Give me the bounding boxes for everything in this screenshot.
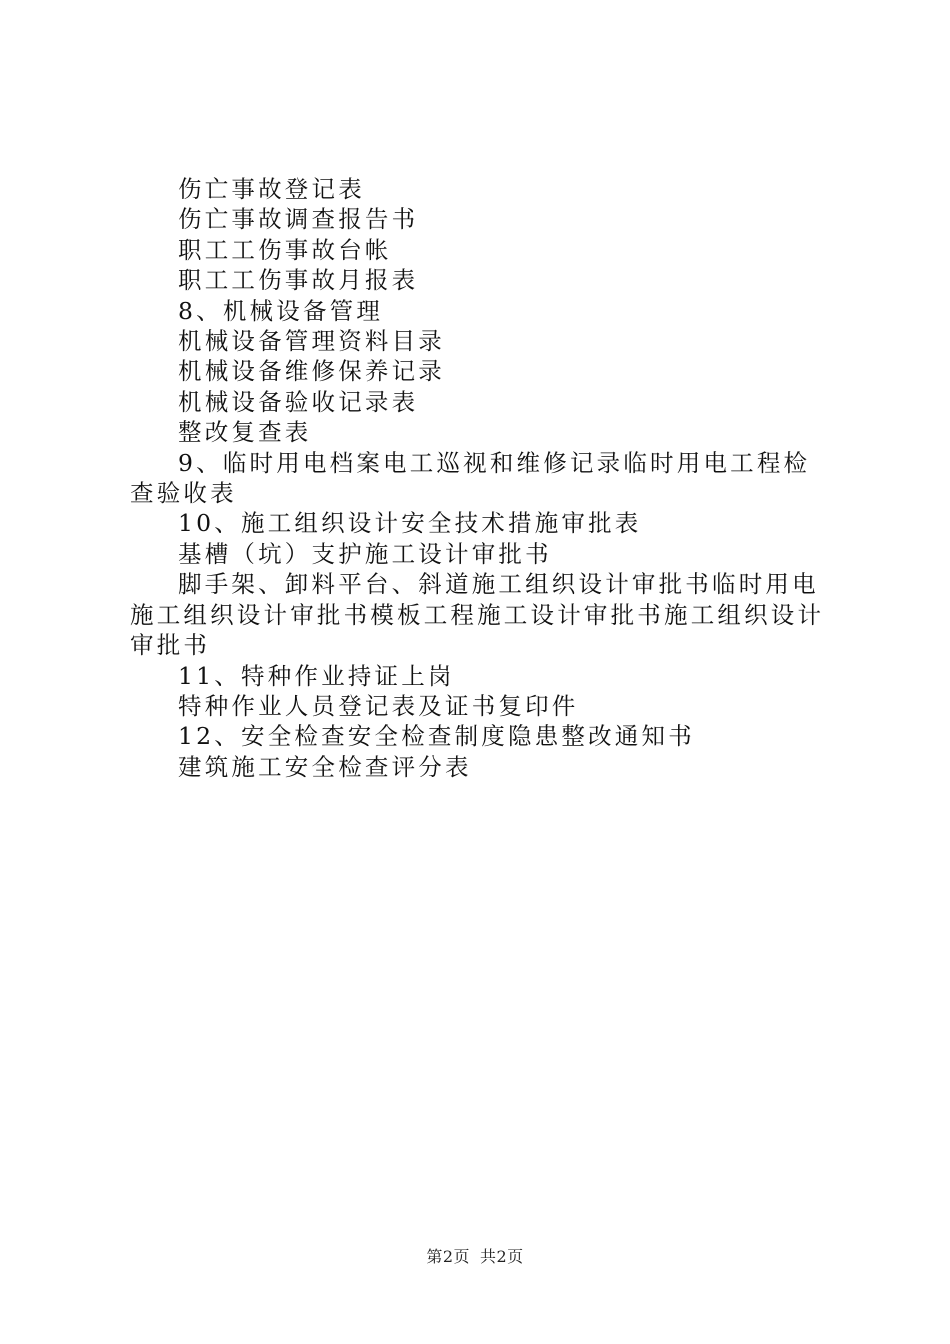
paragraph: 机械设备验收记录表: [178, 387, 419, 416]
paragraph: 基槽（坑）支护施工设计审批书: [178, 539, 552, 568]
paragraph: 职工工伤事故月报表: [178, 266, 419, 295]
document-body: [130, 174, 830, 782]
paragraph: 脚手架、卸料平台、斜道施工组织设计审批书临时用电施工组织设计审批书模板工程施工设计审批书施工组织设计审批书: [130, 570, 825, 660]
paragraph: 机械设备维修保养记录: [178, 357, 445, 386]
paragraph: 整改复查表: [178, 418, 312, 447]
paragraph: 职工工伤事故台帐: [178, 235, 392, 264]
section-heading: 12、安全检查安全检查制度隐患整改通知书: [178, 722, 695, 751]
page-total: 共2页: [480, 1247, 524, 1266]
paragraph: 伤亡事故调查报告书: [178, 205, 419, 234]
paragraph: 建筑施工安全检查评分表: [178, 752, 472, 781]
section-heading: 11、特种作业持证上岗: [178, 661, 455, 690]
paragraph: 特种作业人员登记表及证书复印件: [178, 691, 579, 720]
paragraph: 伤亡事故登记表: [178, 175, 365, 203]
section-heading: 9、临时用电档案电工巡视和维修记录临时用电工程检查验收表: [130, 448, 811, 508]
section-heading: 8、机械设备管理: [178, 296, 384, 325]
paragraph: 机械设备管理资料目录: [178, 327, 445, 356]
section-heading: 10、施工组织设计安全技术措施审批表: [178, 509, 642, 538]
page-number: 第2页: [426, 1247, 470, 1266]
page-footer: [0, 1244, 950, 1267]
